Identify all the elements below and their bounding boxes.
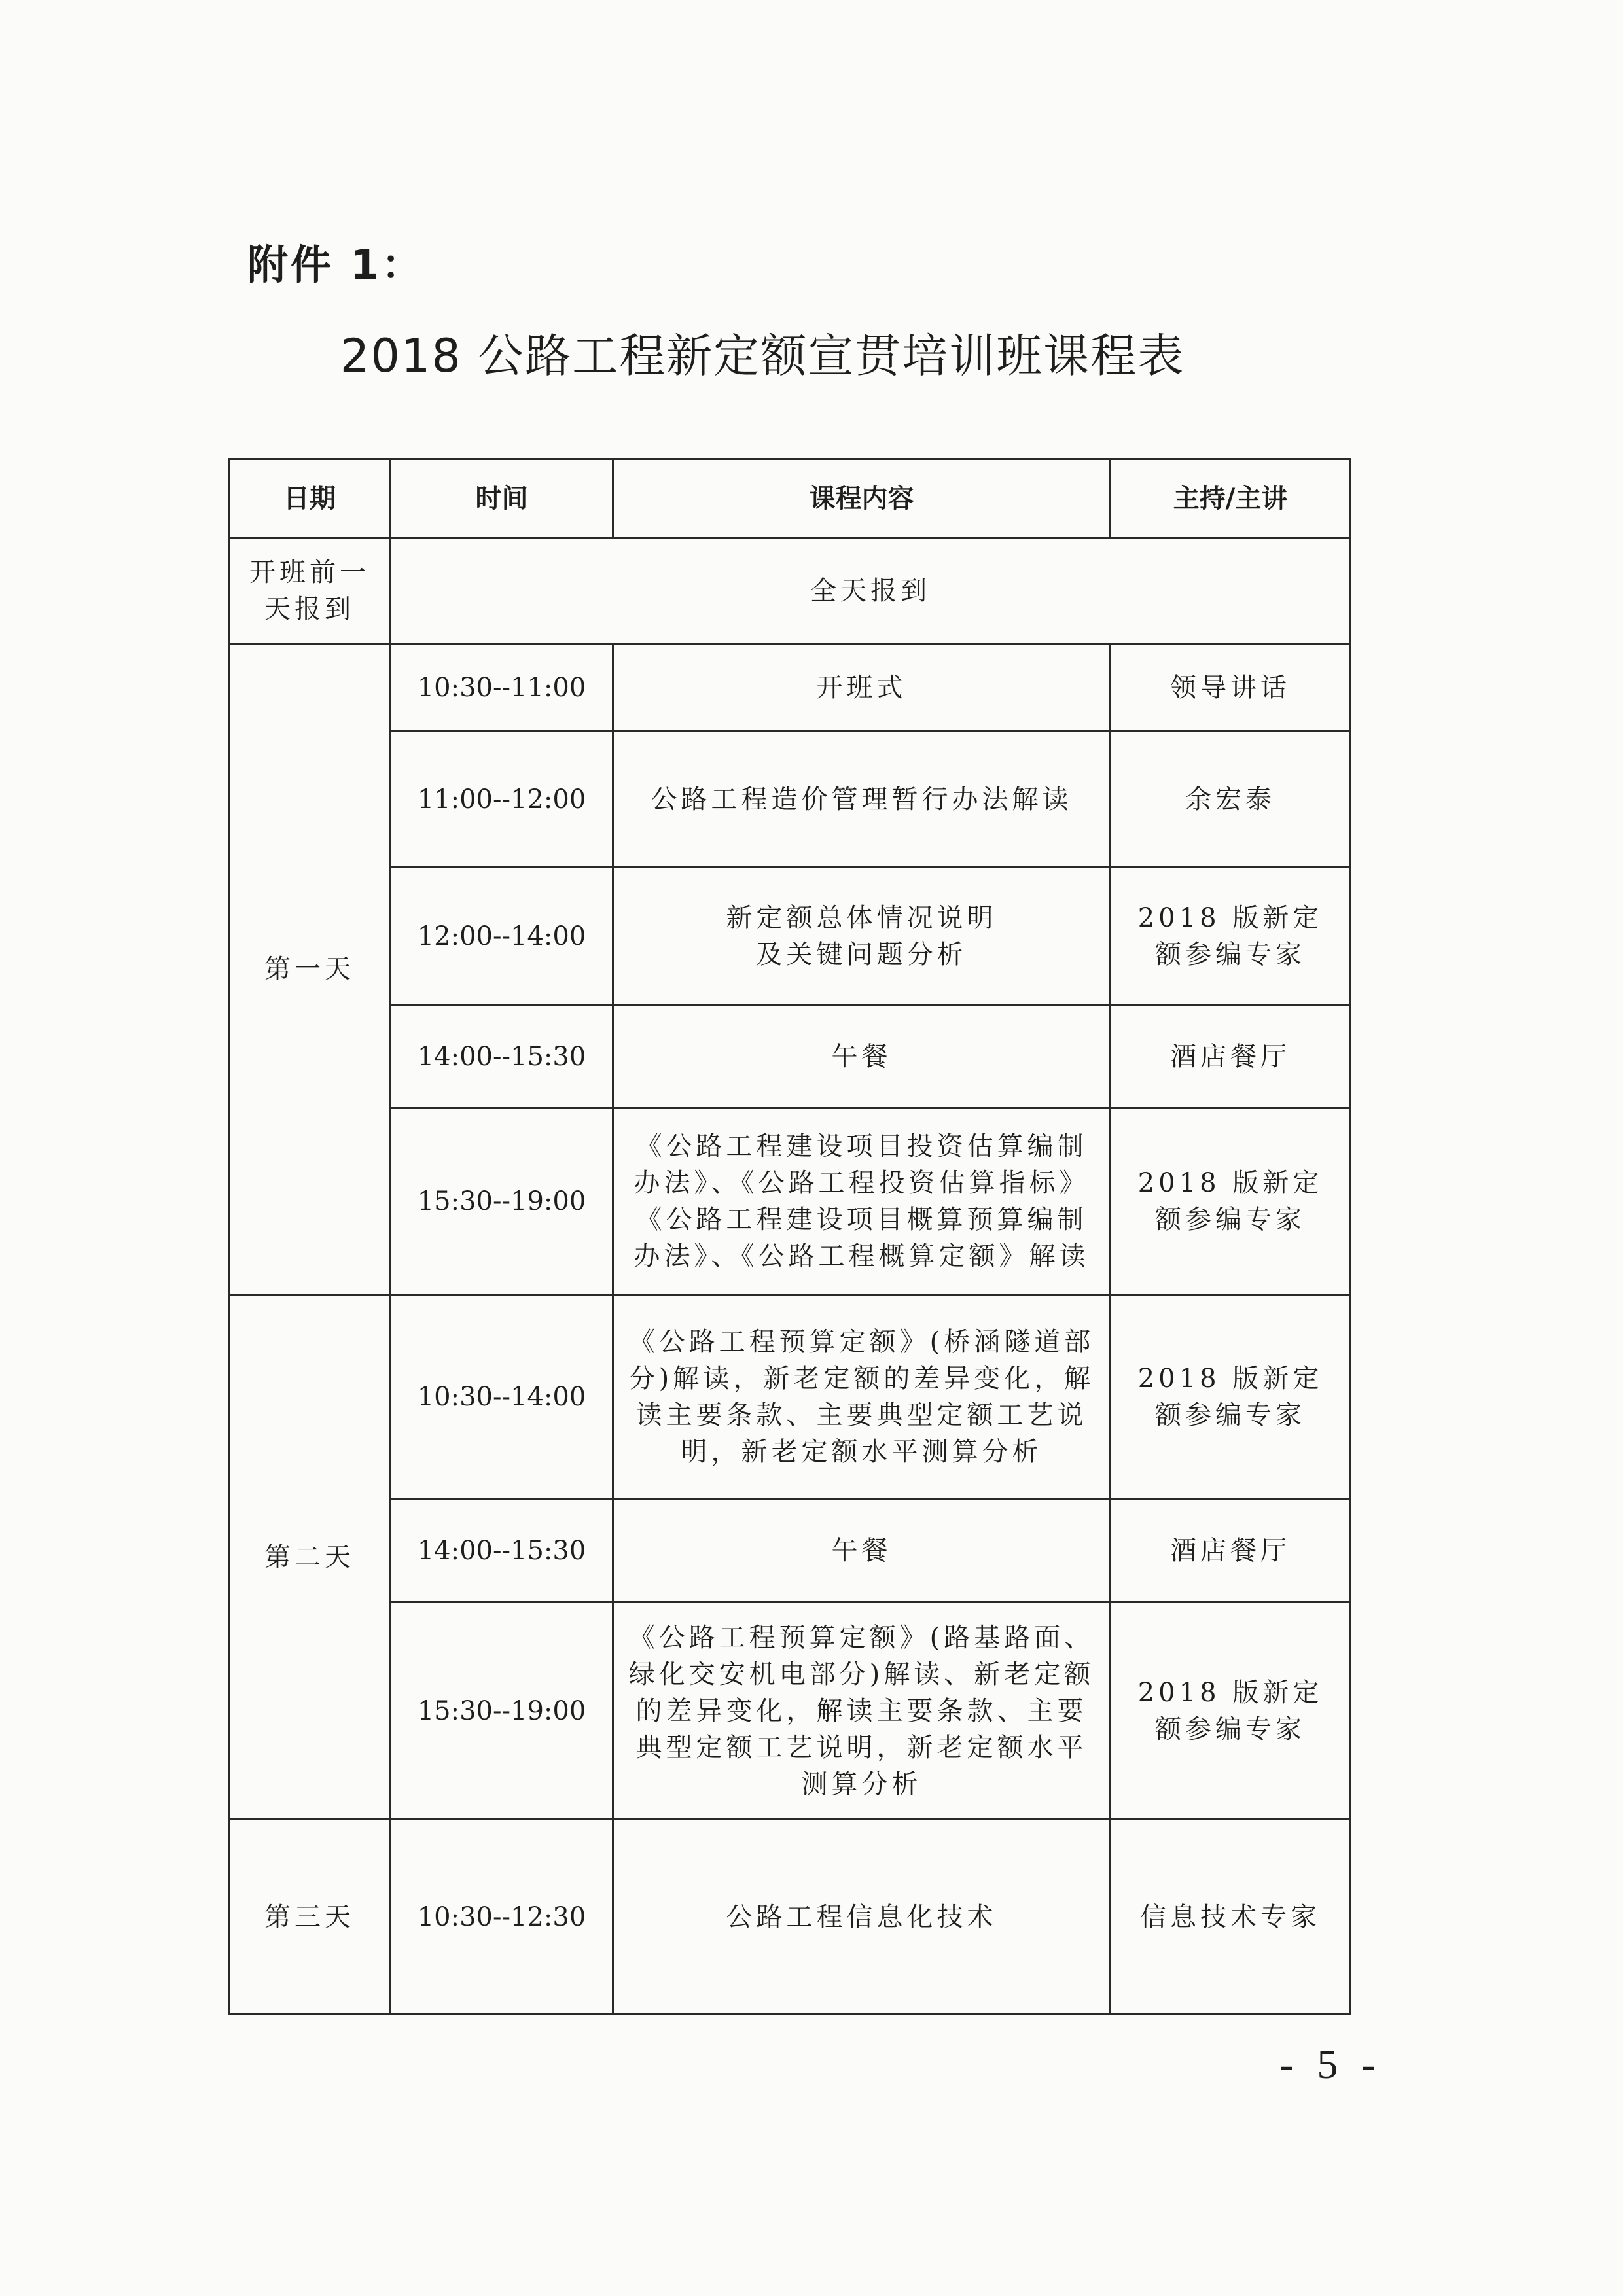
session-content: 《公路工程预算定额》(桥涵隧道部分)解读，新老定额的差异变化，解读主要条款、主要典型定额工艺说明，新老定额水平测算分析 [613,1295,1111,1499]
header-host: 主持/主讲 [1111,459,1351,538]
table-row [229,1602,1351,1820]
day-label: 第一天 [229,644,391,1295]
session-content: 午餐 [613,1499,1111,1602]
session-content: 公路工程造价管理暂行办法解读 [613,732,1111,868]
table-row [229,1820,1351,2015]
session-time: 14:00--15:30 [391,1499,613,1602]
header-content: 课程内容 [613,459,1111,538]
table-row [229,1295,1351,1499]
session-host: 酒店餐厅 [1111,1005,1351,1108]
session-time: 15:30--19:00 [391,1602,613,1820]
attachment-label: 附件 1： [247,241,425,289]
table-row [229,1108,1351,1295]
session-host: 领导讲话 [1111,644,1351,732]
registration-content: 全天报到 [391,538,1351,644]
header-time: 时间 [391,459,613,538]
session-content: 《公路工程建设项目投资估算编制办法》、《公路工程投资估算指标》《公路工程建设项目概算预算编制办法》、《公路工程概算定额》解读 [613,1108,1111,1295]
session-time: 11:00--12:00 [391,732,613,868]
table-row [229,732,1351,868]
header-date: 日期 [229,459,391,538]
session-content: 开班式 [613,644,1111,732]
document-title: 2018 公路工程新定额宣贯培训班课程表 [340,329,1185,383]
session-time: 10:30--14:00 [391,1295,613,1499]
header-row [229,459,1351,538]
registration-row [229,538,1351,644]
session-content: 公路工程信息化技术 [613,1820,1111,2015]
session-host: 2018 版新定额参编专家 [1111,1602,1351,1820]
session-content: 《公路工程预算定额》(路基路面、绿化交安机电部分)解读、新老定额的差异变化，解读主要条款、主要典型定额工艺说明，新老定额水平测算分析 [613,1602,1111,1820]
session-host: 2018 版新定额参编专家 [1111,1295,1351,1499]
schedule-table [228,458,1351,2015]
session-time: 14:00--15:30 [391,1005,613,1108]
page-number: - 5 - [1279,2041,1382,2087]
session-host: 酒店餐厅 [1111,1499,1351,1602]
session-time: 12:00--14:00 [391,868,613,1005]
table-row [229,644,1351,732]
session-host: 信息技术专家 [1111,1820,1351,2015]
session-time: 10:30--12:30 [391,1820,613,2015]
session-content: 午餐 [613,1005,1111,1108]
session-time: 10:30--11:00 [391,644,613,732]
session-content: 新定额总体情况说明及关键问题分析 [613,868,1111,1005]
table-row [229,1005,1351,1108]
session-host: 余宏泰 [1111,732,1351,868]
table-row [229,868,1351,1005]
day-label: 第三天 [229,1820,391,2015]
table-row [229,1499,1351,1602]
day-label: 第二天 [229,1295,391,1820]
registration-date: 开班前一天报到 [229,538,391,644]
session-host: 2018 版新定额参编专家 [1111,868,1351,1005]
session-host: 2018 版新定额参编专家 [1111,1108,1351,1295]
session-time: 15:30--19:00 [391,1108,613,1295]
